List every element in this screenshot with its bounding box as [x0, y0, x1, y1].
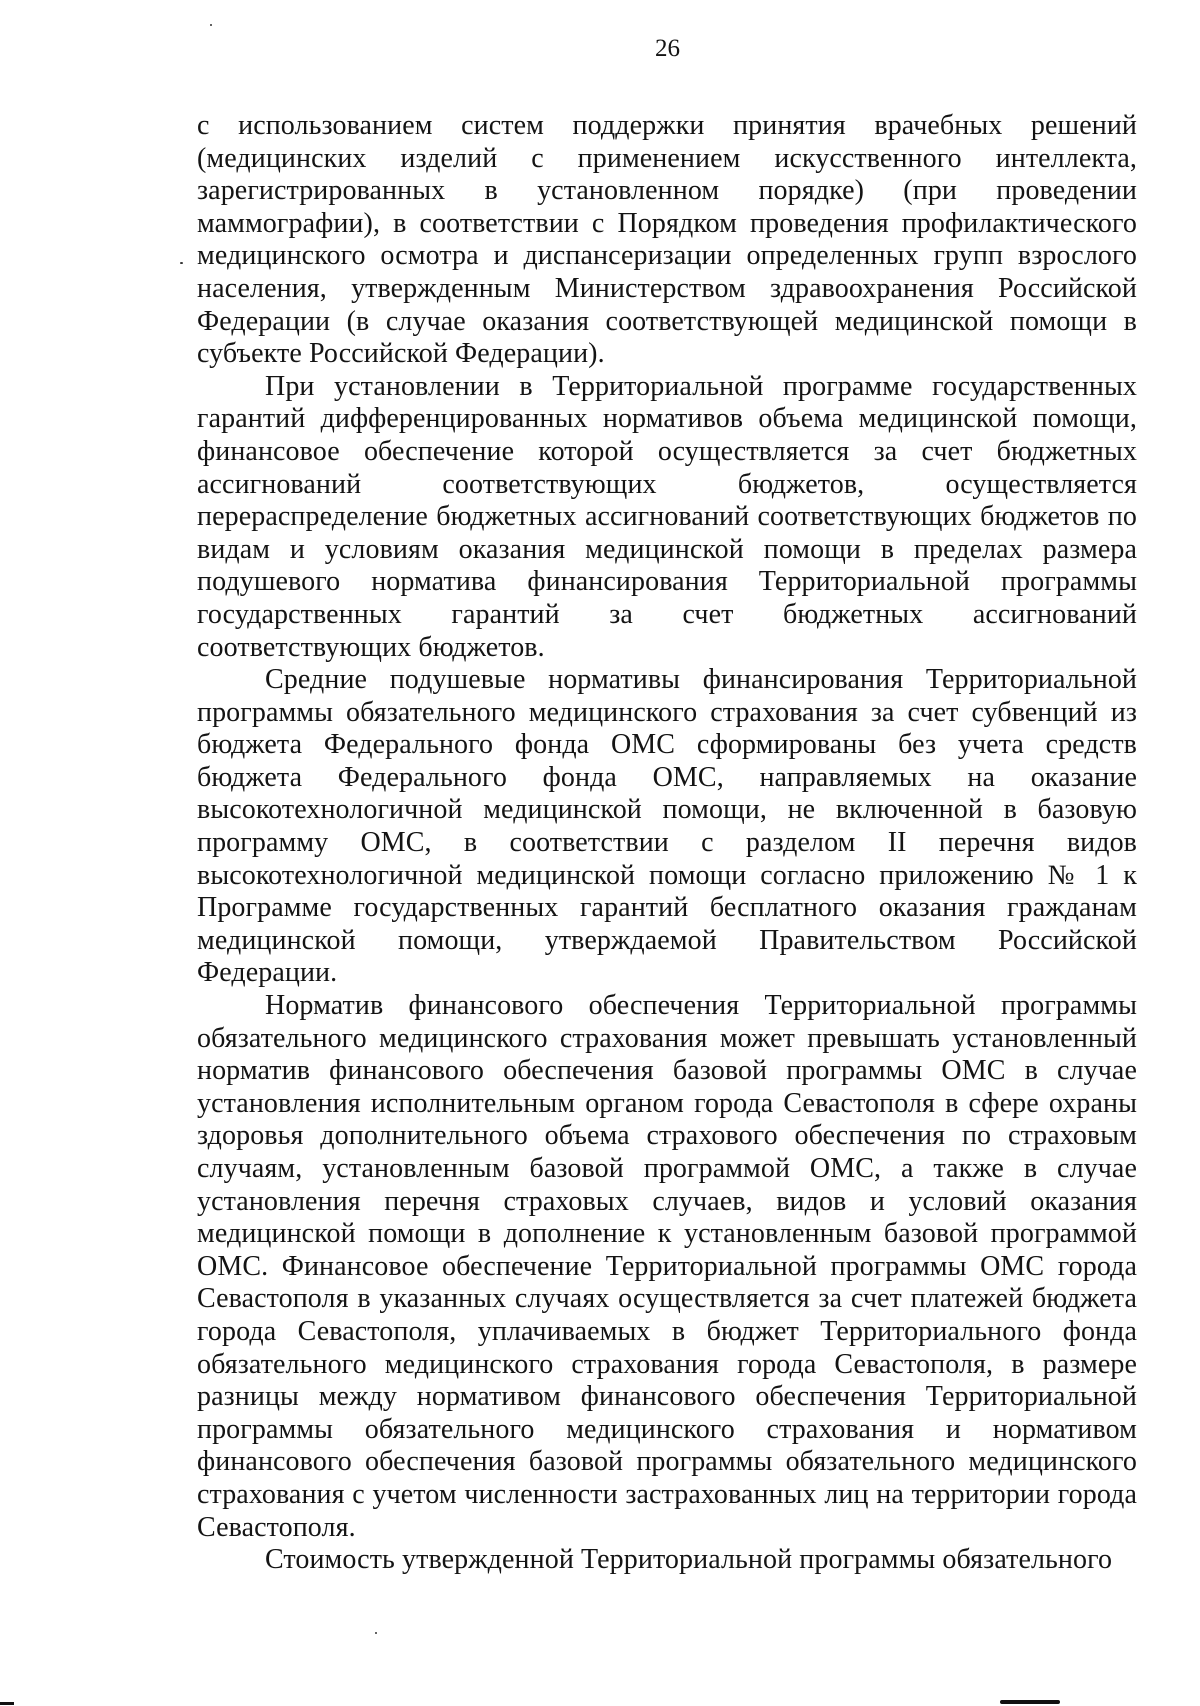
scan-edge-mark [0, 1702, 14, 1705]
paragraph-continuation: с использованием систем поддержки принятия врачебных решений (медицинских изделий с применением искусственного интеллекта, зарегистрированных в установленном порядке) (при проведении маммографии), в соответствии с Порядком проведения профилактического медицинского осмотра и диспансеризации определенных групп взрослого населения, утвержденным Министерством здравоохранения Российской Федерации (в случае оказания соответствующей медицинской помощи в субъекте Российской Федерации). [197, 110, 1137, 370]
paragraph-per-capita-norms: Средние подушевые нормативы финансирования Территориальной программы обязательного медицинского страхования за счет субвенций из бюджета Федерального фонда ОМС сформированы без учета средств бюджета Федерального фонда ОМС, направляемых на оказание высокотехнологичной медицинской помощи, не включенной в базовую программу ОМС, в соответствии с разделом II перечня видов высокотехнологичной медицинской помощи согласно приложению № 1 к Программе государственных гарантий бесплатного оказания гражданам медицинской помощи, утверждаемой Правительством Российской Федерации. [197, 664, 1137, 989]
scan-edge-mark [1000, 1700, 1060, 1704]
paragraph-differentiated-norms: При установлении в Территориальной программе государственных гарантий дифференцированных нормативов объема медицинской помощи, финансовое обеспечение которой осуществляется за счет бюджетных ассигнований соответствующих бюджетов, осуществляется перераспределение бюджетных ассигнований соответствующих бюджетов по видам и условиям оказания медицинской помощи в пределах размера подушевого норматива финансирования Территориальной программы государственных гарантий за счет бюджетных ассигнований соответствующих бюджетов. [197, 370, 1137, 663]
scan-speck [210, 24, 212, 26]
scan-speck [375, 1632, 377, 1634]
document-body [197, 110, 1137, 1577]
paragraph-financial-norm: Норматив финансового обеспечения Территориальной программы обязательного медицинского страхования может превышать установленный норматив финансового обеспечения базовой программы ОМС в случае установления исполнительным органом города Севастополя в сфере охраны здоровья дополнительного объема страхового обеспечения по страховым случаям, установленным базовой программой ОМС, а также в случае установления перечня страховых случаев, видов и условий оказания медицинской помощи в дополнение к установленным базовой программой ОМС. Финансовое обеспечение Территориальной программы ОМС города Севастополя в указанных случаях осуществляется за счет платежей бюджета города Севастополя, уплачиваемых в бюджет Территориального фонда обязательного медицинского страхования города Севастополя, в размере разницы между нормативом финансового обеспечения Территориальной программы обязательного медицинского страхования и нормативом финансового обеспечения базовой программы обязательного медицинского страхования с учетом численности застрахованных лиц на территории города Севастополя. [197, 990, 1137, 1543]
scan-speck [180, 262, 183, 264]
page-number: 26 [655, 35, 680, 62]
paragraph-program-cost: Стоимость утвержденной Территориальной программы обязательного [265, 1544, 1113, 1576]
